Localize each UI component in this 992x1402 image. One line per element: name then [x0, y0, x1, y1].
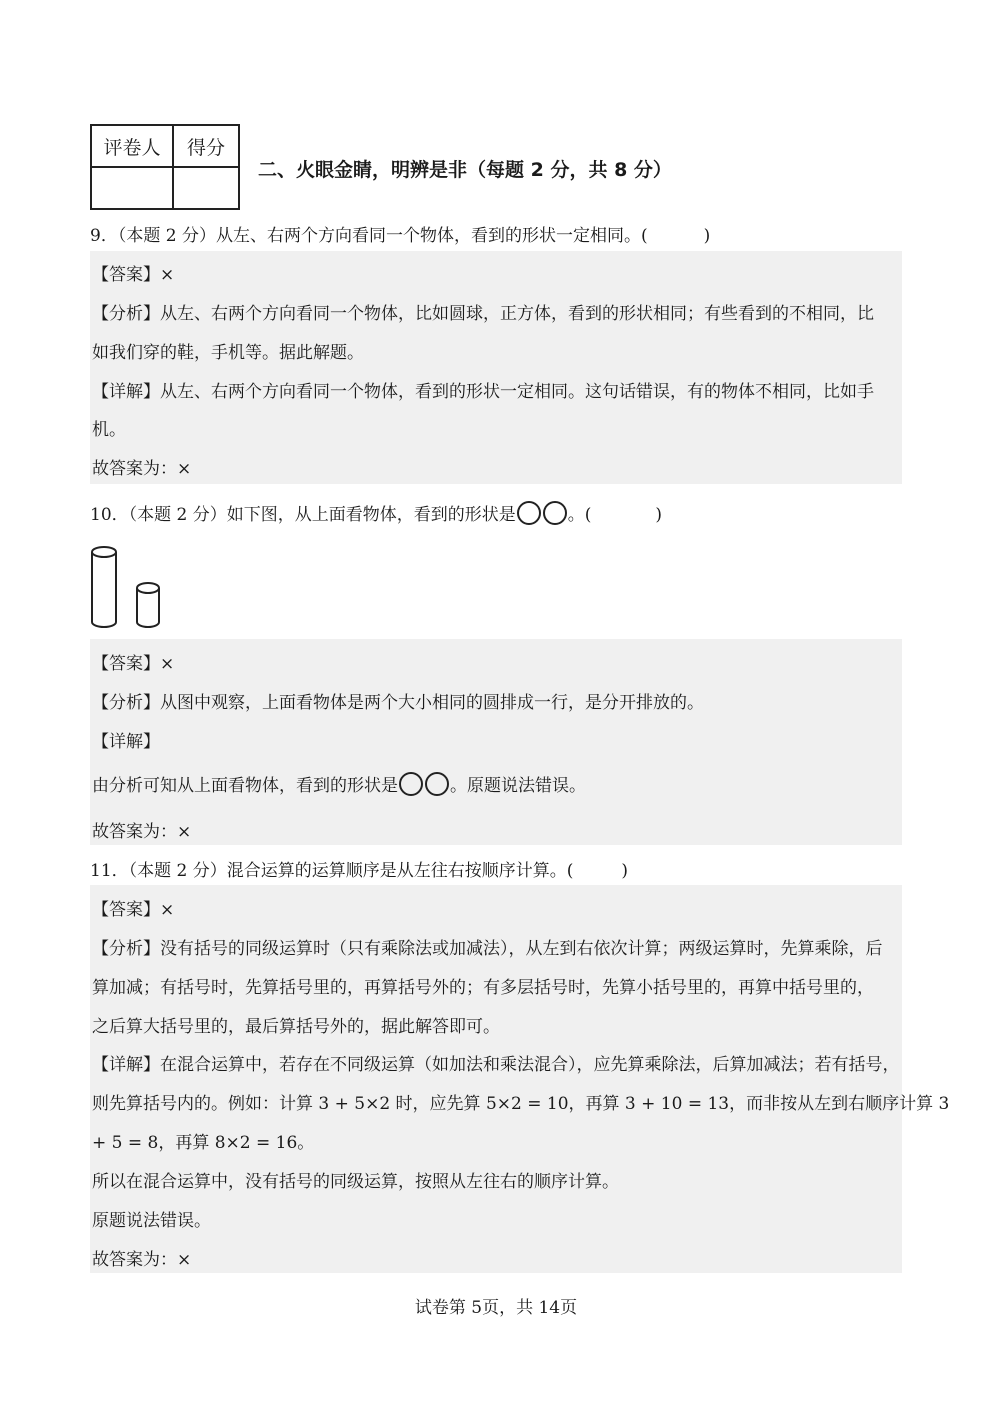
question-9-stem [90, 221, 710, 246]
short-cylinder [137, 583, 159, 627]
q9-detail-2: 机。 [92, 420, 126, 440]
q10-stem-end: 。( [567, 505, 592, 525]
score-header: 得分 [173, 125, 239, 167]
q9-stem-text: 9．（本题 2 分）从左、右两个方向看同一个物体，看到的形状一定相同。( [90, 226, 648, 246]
q10-detail-text: 由分析可知从上面看物体，看到的形状是 [92, 776, 398, 796]
grader-cell [91, 167, 173, 209]
page-footer: 试卷第 5页，共 14页 [414, 1298, 578, 1318]
q11-analysis-2: 算加减；有括号时，先算括号里的，再算括号外的；有多层括号时，先算小括号里的，再算中括号里的， [92, 978, 874, 998]
q9-analysis-2: 如我们穿的鞋，手机等。据此解题。 [92, 343, 364, 363]
q10-analysis: 【分析】从图中观察，上面看物体是两个大小相同的圆排成一行，是分开排放的。 [92, 693, 704, 713]
q9-answer: 【答案】× [92, 265, 175, 285]
q10-solution-box [90, 639, 902, 845]
q9-detail-1: 【详解】从左、右两个方向看同一个物体，看到的形状一定相同。这句话错误，有的物体不相同，比如手 [92, 382, 874, 402]
q11-analysis-3: 之后算大括号里的，最后算括号外的，据此解答即可。 [92, 1017, 500, 1037]
cylinders-figure [88, 542, 168, 632]
q11-stem-text: 11．（本题 2 分）混合运算的运算顺序是从左往右按顺序计算。( [90, 861, 574, 881]
question-11-stem [90, 856, 628, 881]
circle-icon [517, 501, 541, 525]
q10-detail-label: 【详解】 [92, 732, 160, 752]
q11-detail-1: 【详解】在混合运算中，若存在不同级运算（如加法和乘法混合），应先算乘除法，后算加减法；若有括号， [92, 1055, 900, 1075]
q10-detail [92, 771, 586, 796]
q9-solution-box [90, 251, 902, 484]
circle-icon [543, 501, 567, 525]
circle-icon [425, 772, 449, 796]
q9-final: 故答案为：× [92, 459, 192, 479]
q11-answer: 【答案】× [92, 900, 175, 920]
grader-header: 评卷人 [91, 125, 173, 167]
score-table [90, 124, 240, 210]
q10-stem-text: 10．（本题 2 分）如下图，从上面看物体，看到的形状是 [90, 505, 516, 525]
q9-close: ) [703, 226, 711, 246]
q9-analysis-1: 【分析】从左、右两个方向看同一个物体，比如圆球，正方体，看到的形状相同；有些看到的不相同，比 [92, 304, 874, 324]
q11-close: ) [621, 861, 629, 881]
q11-detail-4: 所以在混合运算中，没有括号的同级运算，按照从左往右的顺序计算。 [92, 1172, 619, 1192]
question-10-stem [90, 500, 662, 525]
q10-close: ) [655, 505, 663, 525]
q10-detail-end: 。原题说法错误。 [450, 776, 586, 796]
q11-detail-2: 则先算括号内的。例如：计算 3 + 5×2 时，应先算 5×2 = 10，再算 3 + 10 = 13，而非按从左到右顺序计算 3 [92, 1094, 950, 1114]
q10-answer: 【答案】× [92, 654, 175, 674]
q11-final: 故答案为：× [92, 1250, 192, 1270]
score-cell [173, 167, 239, 209]
q11-detail-5: 原题说法错误。 [92, 1211, 211, 1231]
section-title: 二、火眼金睛，明辨是非（每题 2 分，共 8 分） [258, 159, 672, 181]
q10-final: 故答案为：× [92, 822, 192, 842]
q11-detail-3: + 5 = 8，再算 8×2 = 16。 [92, 1133, 315, 1153]
q11-analysis-1: 【分析】没有括号的同级运算时（只有乘除法或加减法），从左到右依次计算；两级运算时，先算乘除，后 [92, 939, 883, 959]
tall-cylinder [92, 547, 116, 627]
circle-icon [399, 772, 423, 796]
